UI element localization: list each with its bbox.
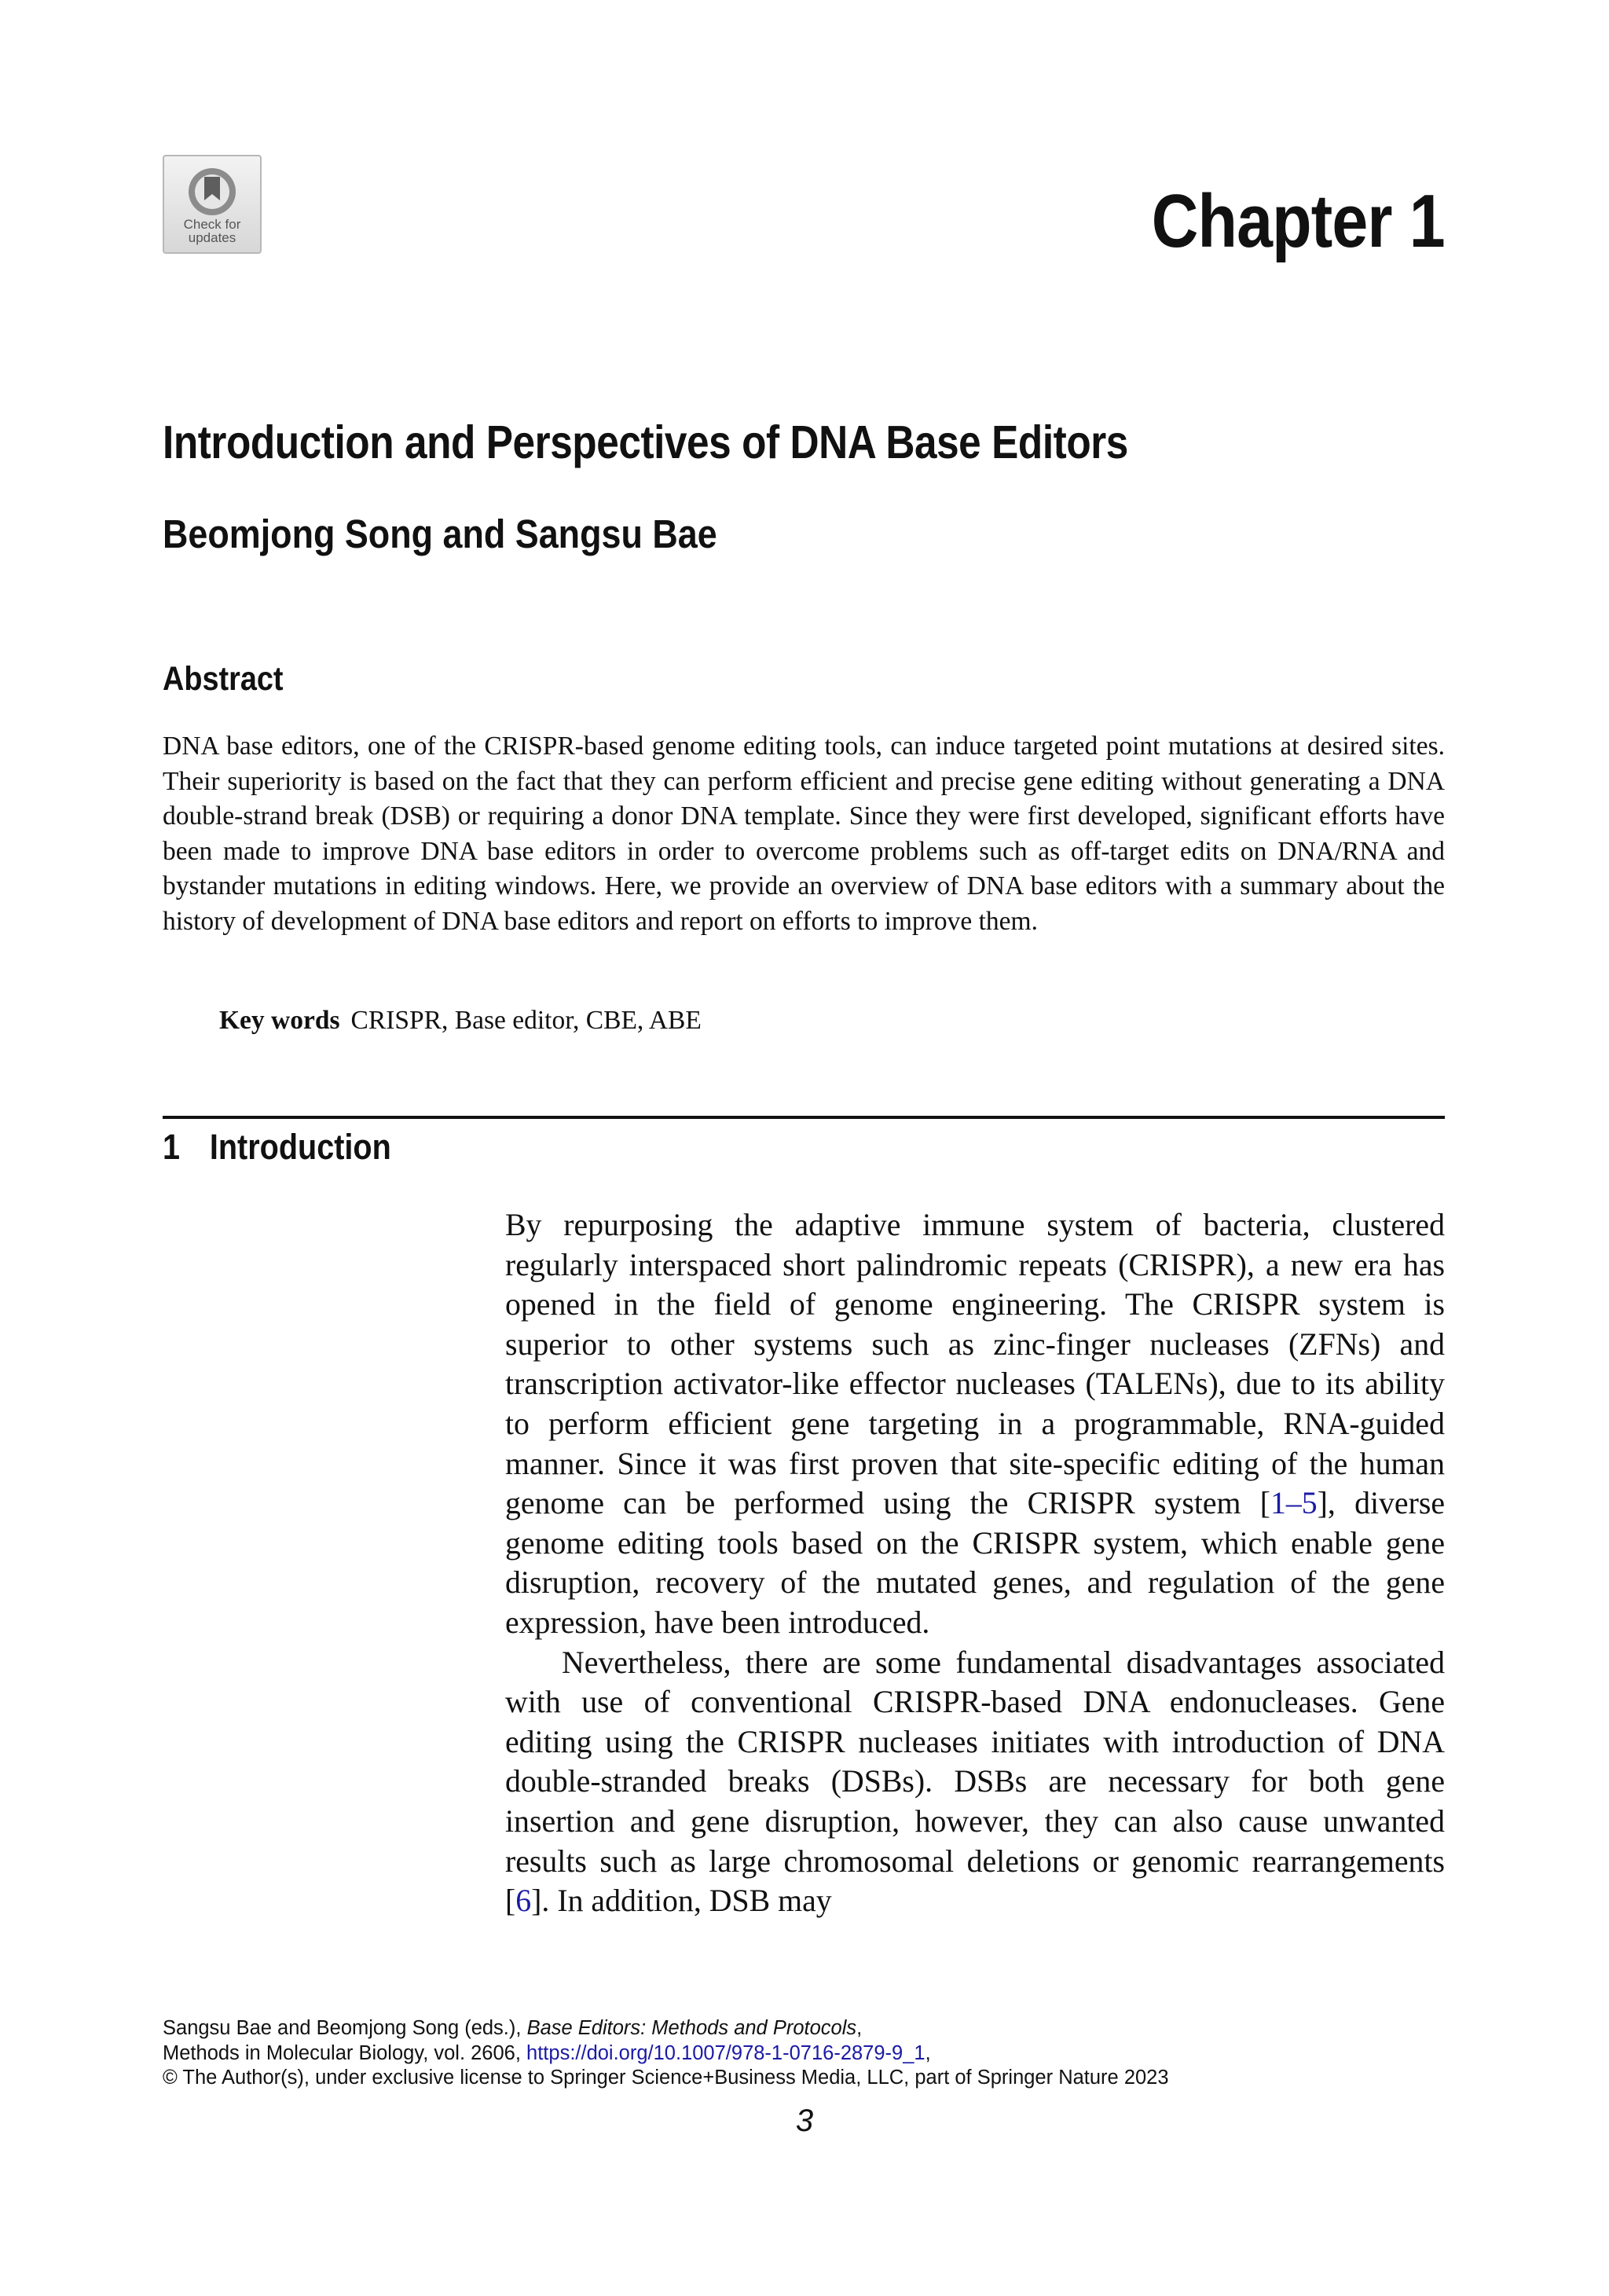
footer-line-1: Sangsu Bae and Beomjong Song (eds.), Base Editors: Methods and Protocols, <box>163 2017 863 2039</box>
badge-line-1: Check for <box>183 217 241 232</box>
keywords <box>219 1003 702 1039</box>
section-title: Introduction <box>209 1127 391 1167</box>
paragraph-1: By repurposing the adaptive immune system of bacteria, clustered regularly interspaced short palindromic repeats (CRISPR), a new era has opened in the field of genome engineering. The CRISPR system is superior to other systems such as zinc-finger nucleases (ZFNs) and transcription activator-like effector nucleases (TALENs), due to its ability to perform efficient gene targeting in a programmable, RNA-guided manner. Since it was first proven that site-specific editing of the human genome can be performed using the CRISPR system [1–5], diverse genome editing tools based on the CRISPR system, which enable gene disruption, recovery of the mutated genes, and regulation of the gene expression, have been introduced. <box>505 1208 1445 1640</box>
section-number: 1 <box>163 1127 181 1167</box>
keywords-value: CRISPR, Base editor, CBE, ABE <box>350 1006 702 1035</box>
page-number: 3 <box>795 2103 814 2138</box>
authors: Beomjong Song and Sangsu Bae <box>163 512 717 556</box>
section-rule <box>163 1116 1445 1119</box>
citation-link[interactable]: 1–5 <box>1270 1486 1318 1521</box>
section-heading <box>163 1126 391 1168</box>
doi-link[interactable]: https://doi.org/10.1007/978-1-0716-2879-9_1 <box>526 2041 925 2064</box>
paragraph-2: Nevertheless, there are some fundamental disadvantages associated with use of conventional CRISPR-based DNA endonucleases. Gene editing using the CRISPR nucleases initiates with introduction of DNA double-stranded breaks (DSBs). DSBs are necessary for both gene insertion and gene disruption, however, they can also cause unwanted results such as large chromosomal deletions or genomic rearrangements [6]. In addition, DSB may <box>505 1645 1445 1919</box>
footer-line-2: Methods in Molecular Biology, vol. 2606, https://doi.org/10.1007/978-1-0716-2879-9_1, <box>163 2041 931 2064</box>
abstract-text: DNA base editors, one of the CRISPR-based genome editing tools, can induce targeted point mutations at desired sites. Their superiority is based on the fact that they can perform efficient and precise gene editing without generating a DNA double-strand break (DSB) or requiring a donor DNA template. Since they were first developed, significant efforts have been made to improve DNA base editors in order to overcome problems such as off-target edits on DNA/RNA and bystander mutations in editing windows. Here, we provide an overview of DNA base editors with a summary about the history of development of DNA base editors and report on efforts to improve them. <box>163 732 1445 936</box>
keywords-label: Key words <box>219 1006 340 1035</box>
abstract-heading: Abstract <box>163 660 284 698</box>
badge-line-2: updates <box>188 230 236 245</box>
book-title: Base Editors: Methods and Protocols <box>526 2017 857 2039</box>
footer-citation <box>163 2016 1169 2091</box>
body-text <box>505 1205 1445 1921</box>
paper-title: Introduction and Perspectives of DNA Base Editors <box>163 416 1128 468</box>
citation-link[interactable]: 6 <box>515 1883 532 1919</box>
footer-line-3: © The Author(s), under exclusive license to Springer Science+Business Media, LLC, part of Springer Nature 2023 <box>163 2067 1169 2089</box>
chapter-label: Chapter 1 <box>1151 179 1445 263</box>
check-for-updates-badge[interactable] <box>163 155 262 254</box>
bookmark-ring-icon <box>185 166 240 218</box>
